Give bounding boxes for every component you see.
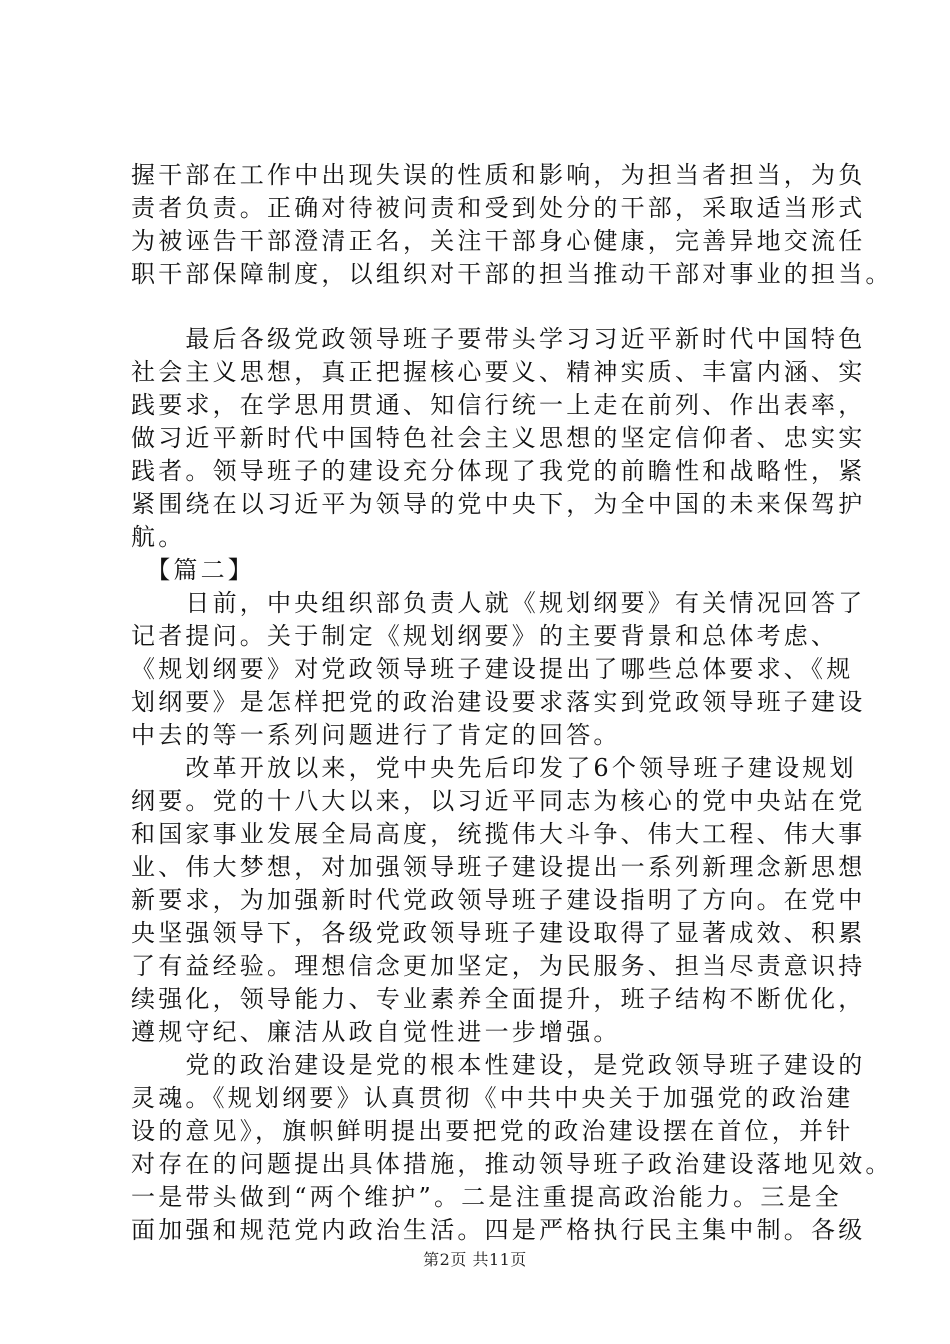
- paragraph-group-2: [131, 323, 893, 1247]
- text-line: 党的政治建设是党的根本性建设，是党政领导班子建设的: [131, 1051, 866, 1079]
- text-line: 紧围绕在以习近平为领导的党中央下，为全中国的未来保驾护: [131, 490, 866, 518]
- text-line: 新要求，为加强新时代党政领导班子建设指明了方向。在党中: [131, 886, 866, 914]
- page-footer: 第2页 共11页: [423, 1250, 527, 1269]
- text-line: 握干部在工作中出现失误的性质和影响，为担当者担当，为负: [131, 161, 866, 189]
- text-line: 改革开放以来，党中央先后印发了6个领导班子建设规划: [131, 754, 857, 782]
- text-line: 面加强和规范党内政治生活。四是严格执行民主集中制。各级: [131, 1216, 866, 1244]
- section-heading: 【篇二】: [131, 556, 255, 584]
- text-line: 为被诬告干部澄清正名，关注干部身心健康，完善异地交流任: [131, 227, 866, 255]
- text-line: 对存在的问题提出具体措施，推动领导班子政治建设落地见效。: [131, 1150, 893, 1178]
- text-line: 了有益经验。理想信念更加坚定，为民服务、担当尽责意识持: [131, 952, 866, 980]
- text-line: 责者负责。正确对待被问责和受到处分的干部，采取适当形式: [131, 194, 866, 222]
- text-line: 记者提问。关于制定《规划纲要》的主要背景和总体考虑、: [131, 622, 839, 650]
- text-line: 一是带头做到“两个维护”。二是注重提高政治能力。三是全: [131, 1183, 842, 1211]
- text-line: 灵魂。《规划纲要》认真贯彻《中共中央关于加强党的政治建: [131, 1084, 854, 1112]
- text-line: 做习近平新时代中国特色社会主义思想的坚定信仰者、忠实实: [131, 424, 866, 452]
- paragraph-group-1: [131, 159, 893, 291]
- text-line: 划纲要》是怎样把党的政治建设要求落实到党政领导班子建设: [131, 688, 866, 716]
- text-line: 《规划纲要》对党政领导班子建设提出了哪些总体要求、《规: [131, 655, 854, 683]
- text-line: 设的意见》，旗帜鲜明提出要把党的政治建设摆在首位，并针: [131, 1117, 854, 1145]
- text-line: 纲要。党的十八大以来，以习近平同志为核心的党中央站在党: [131, 787, 866, 815]
- text-line: 航。: [131, 523, 186, 551]
- paragraph-spacer: [131, 291, 831, 323]
- text-line: 中去的等一系列问题进行了肯定的回答。: [131, 721, 621, 749]
- text-line: 社会主义思想，真正把握核心要义、精神实质、丰富内涵、实: [131, 358, 866, 386]
- text-line: 央坚强领导下，各级党政领导班子建设取得了显著成效、积累: [131, 919, 866, 947]
- text-line: 日前，中央组织部负责人就《规划纲要》有关情况回答了: [131, 589, 866, 617]
- document-body: [131, 159, 893, 1247]
- text-line: 业、伟大梦想，对加强领导班子建设提出一系列新理念新思想: [131, 853, 866, 881]
- text-line: 和国家事业发展全局高度，统揽伟大斗争、伟大工程、伟大事: [131, 820, 866, 848]
- text-line: 职干部保障制度，以组织对干部的担当推动干部对事业的担当。: [131, 260, 893, 288]
- text-line: 遵规守纪、廉洁从政自觉性进一步增强。: [131, 1018, 621, 1046]
- text-line: 最后各级党政领导班子要带头学习习近平新时代中国特色: [131, 325, 866, 353]
- text-line: 续强化，领导能力、专业素养全面提升，班子结构不断优化，: [131, 985, 866, 1013]
- text-line: 践要求，在学思用贯通、知信行统一上走在前列、作出表率，: [131, 391, 866, 419]
- text-line: 践者。领导班子的建设充分体现了我党的前瞻性和战略性，紧: [131, 457, 866, 485]
